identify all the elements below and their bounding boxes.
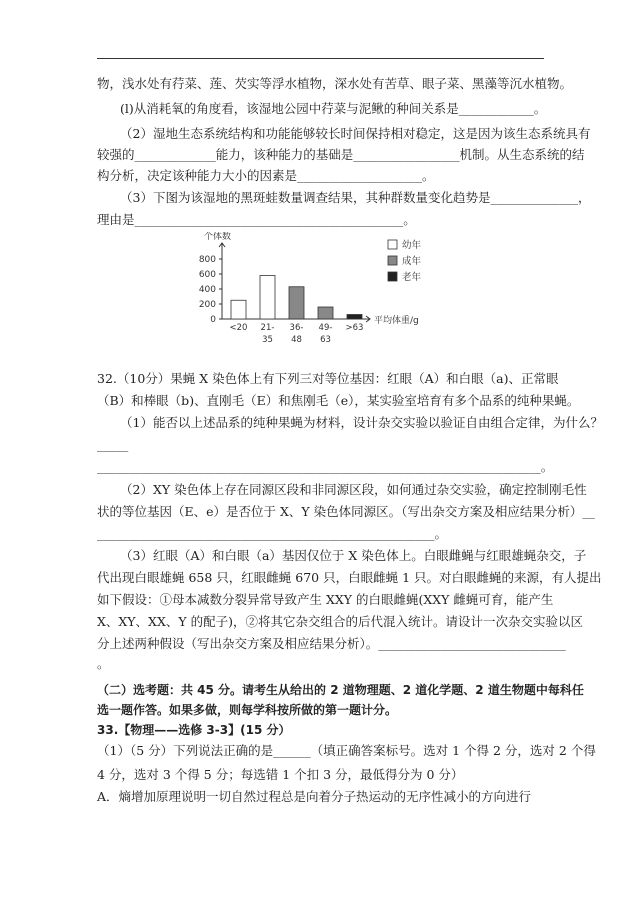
y-tick-label: 800 bbox=[198, 255, 216, 265]
text-line: 分上述两种假设（写出杂交方案及相应结果分析）。______________________________ bbox=[97, 636, 566, 651]
x-tick-label: 36- bbox=[289, 323, 304, 333]
text-line: _____ bbox=[97, 437, 129, 452]
y-tick-label: 400 bbox=[198, 285, 216, 295]
x-axis-label: 平均体重/g bbox=[374, 316, 419, 326]
text-line: 代出现白眼雄蝇 658 只，红眼雌蝇 670 只，白眼雌蝇 1 只。对白眼雌蝇的来源，有人提出 bbox=[97, 570, 602, 585]
x-tick-label: 21- bbox=[260, 323, 275, 333]
legend-swatch bbox=[388, 240, 397, 249]
legend-label: 老年 bbox=[402, 272, 422, 283]
text-line: （2）XY 染色体上存在同源区段和非同源区段，如何通过杂交实验，确定控制刚毛性 bbox=[120, 482, 587, 497]
section-heading: 选一题作答。如果多做，则每学科按所做的第一题计分。 bbox=[97, 703, 398, 717]
text-line: 构分析，决定该种能力大小的因素是____________________。 bbox=[97, 168, 435, 183]
y-axis-label: 个体数 bbox=[204, 232, 232, 242]
y-tick-label: 0 bbox=[210, 315, 216, 325]
text-line: （3）下图为该湿地的黑斑蛙数量调查结果，其种群数量变化趋势是______________， bbox=[120, 190, 591, 205]
text-line: （1）能否以上述品系的纯种果蝇为材料，设计杂交实验以验证自由组合定律，为什么？ bbox=[120, 415, 603, 430]
text-line: 较强的_____________能力，该种能力的基础是_________________机制。从生态系统的结 bbox=[97, 147, 585, 162]
legend-label: 幼年 bbox=[402, 240, 422, 251]
text-line: （1）（5 分）下列说法正确的是______（填正确答案标号。选对 1 个得 2 分，选对 2 个得 bbox=[97, 743, 596, 758]
chart-bar bbox=[289, 287, 304, 319]
y-tick-label: 200 bbox=[198, 300, 216, 310]
text-line: 。 bbox=[97, 656, 110, 671]
text-line: 物，浅水处有荇菜、莲、芡实等浮水植物，深水处有苦草、眼子菜、黑藻等沉水植物。 bbox=[97, 76, 573, 91]
text-line: X、XY、XX、Y 的配子)，②将其它杂交组合的后代混入统计。请设计一次杂交实验以区 bbox=[97, 614, 583, 629]
x-tick-label: <20 bbox=[229, 323, 248, 333]
chart-bar bbox=[318, 307, 333, 319]
text-line: 如下假设：①母本减数分裂异常导致产生 XXY 的白眼雌蝇(XXY 雌蝇可育，能产生 bbox=[97, 592, 554, 607]
x-tick-label: 48 bbox=[291, 335, 302, 345]
population-chart bbox=[170, 232, 470, 350]
legend-label: 成年 bbox=[402, 256, 422, 267]
text-line: 4 分，选对 3 个得 5 分；每选错 1 个扣 3 分，最低得分为 0 分） bbox=[97, 767, 464, 782]
legend-swatch bbox=[388, 256, 397, 265]
text-line: （2）湿地生态系统结构和功能能够较长时间保持相对稳定，这是因为该生态系统具有 bbox=[120, 126, 591, 141]
question-title: 33.【物理——选修 3-3】(15 分） bbox=[97, 723, 291, 737]
text-line: （B）和棒眼（b)、直刚毛（E）和焦刚毛（e），某实验室培育有多个品系的纯种果蝇。 bbox=[97, 393, 580, 408]
text-line: (l)从消耗氧的角度看，该湿地公园中荇菜与泥鳅的种间关系是____________。 bbox=[120, 101, 547, 116]
text-line: A．熵增加原理说明一切自然过程总是向着分子热运动的无序性减小的方向进行 bbox=[97, 789, 532, 804]
chart-bar bbox=[260, 276, 275, 320]
chart-bar bbox=[231, 300, 246, 319]
header-rule bbox=[97, 58, 544, 59]
x-tick-label: >63 bbox=[345, 323, 364, 333]
text-line: 理由是___________________________________________。 bbox=[97, 212, 416, 227]
x-tick-label: 35 bbox=[262, 335, 273, 345]
legend-swatch bbox=[388, 272, 397, 281]
section-heading: （二）选考题：共 45 分。请考生从给出的 2 道物理题、2 道化学题、2 道生物题中每科任 bbox=[97, 683, 584, 697]
x-tick-label: 49- bbox=[318, 323, 333, 333]
chart-bar bbox=[347, 315, 362, 320]
y-tick-label: 600 bbox=[198, 270, 216, 280]
x-tick-label: 63 bbox=[320, 335, 331, 345]
text-line: （3）红眼（A）和白眼（a）基因仅位于 X 染色体上。白眼雌蝇与红眼雄蝇杂交，子 bbox=[120, 548, 587, 563]
text-line: ______________________________________________________。 bbox=[97, 526, 448, 541]
text-line: 状的等位基因（E、e）是否位于 X、Y 染色体同源区。（写出杂交方案及相应结果分析）__ bbox=[97, 504, 595, 519]
text-line: _______________________________________________________________________。 bbox=[97, 459, 554, 474]
text-line: 32.（10分）果蝇 X 染色体上有下列三对等位基因：红眼（A）和白眼（a)、正常眼 bbox=[97, 371, 559, 386]
